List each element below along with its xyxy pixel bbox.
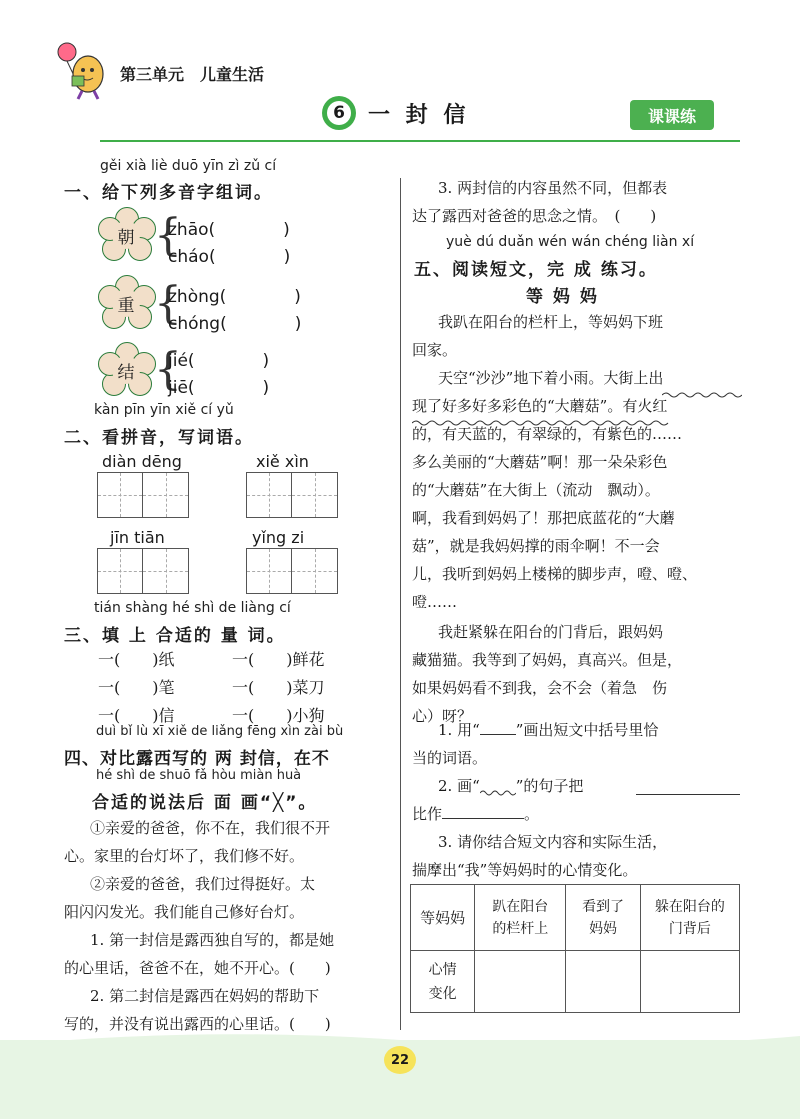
polyphone-option: jiē( ): [168, 378, 270, 398]
story-line: 的，有天蓝的，有翠绿的，有紫色的……: [412, 425, 683, 443]
story-line: 啊，我看到妈妈了！那把底蓝花的“大蘑: [412, 509, 675, 527]
story-line: 回家。: [412, 341, 458, 359]
story-line: 我趴在阳台的栏杆上，等妈妈下班: [438, 313, 664, 331]
writing-grid[interactable]: [246, 472, 338, 518]
brace: {: [154, 344, 182, 395]
measure-word-item: 一( )鲜花: [232, 650, 325, 669]
flower-icon: [98, 342, 154, 398]
story-line: 现了好多好多彩色的“大蘑菇”。有火红: [412, 397, 668, 415]
q2-text-c: 比作: [412, 805, 443, 823]
wavy-underline: [412, 412, 672, 431]
story-line: 藏猫猫。我等到了妈妈，真高兴。但是，: [412, 651, 683, 669]
brace: {: [154, 278, 182, 329]
col2-label: 看到了妈妈: [582, 898, 625, 937]
letter-line: 心。家里的台灯坏了，我们修不好。: [64, 847, 305, 865]
writing-grid[interactable]: [246, 548, 338, 594]
question-line: 当的词语。: [412, 749, 488, 767]
letter-line: ①亲爱的爸爸，你不在，我们很不开: [90, 819, 331, 837]
table-row-head: [411, 951, 475, 1013]
table-header-cell: [566, 885, 641, 951]
col1-label: 趴在阳台的栏杆上: [492, 898, 549, 937]
section4-pinyin2: hé shì de shuō fǎ hòu miàn huà: [96, 768, 302, 783]
page-number: 22: [390, 1052, 410, 1068]
answer-cell[interactable]: [566, 951, 641, 1013]
story-line: 儿，我听到妈妈上楼梯的脚步声，噔、噔、: [412, 565, 698, 583]
question-line: 1. 第一封信是露西独自写的，都是她: [90, 931, 335, 949]
story-line: 的“大蘑菇”在大街上（流动 飘动）。: [412, 481, 660, 499]
measure-word-item: 一( )纸: [98, 650, 175, 669]
question-line: 2. 第二封信是露西在妈妈的帮助下: [90, 987, 320, 1005]
q2-text-a: 2. 画“: [438, 777, 480, 795]
section1-title: 一、给下列多音字组词。: [64, 183, 273, 203]
story-line: 心）呀？: [412, 707, 473, 725]
wavy-line-mark: [480, 779, 516, 795]
section3-pinyin: tián shàng hé shì de liàng cí: [94, 600, 291, 616]
page-number-badge: [384, 1046, 416, 1074]
header-divider: [100, 140, 740, 142]
section3-title: 三、填 上 合适的 量 词。: [64, 626, 286, 646]
story-line: 如果妈妈看不到我，会不会（着急 伤: [412, 679, 668, 697]
flower-char: 结: [112, 356, 140, 384]
story-title: 等 妈 妈: [526, 287, 599, 307]
mascot-icon: [52, 40, 112, 102]
section4-title2: 合适的说法后 面 画“╳”。: [92, 793, 318, 813]
question-line: 的心里话，爸爸不在，她不开心。( ): [64, 959, 331, 977]
mood-table: [410, 884, 740, 1013]
polyphone-option: zhāo( ): [168, 220, 290, 240]
brace: {: [154, 210, 182, 261]
row2-label: 心情变化: [428, 961, 457, 1002]
col3-label: 躲在阳台的门背后: [654, 898, 725, 937]
section4-title1: 四、对比露西写的 两 封信，在不: [64, 749, 330, 769]
question-line: 3. 两封信的内容虽然不同，但都表: [438, 179, 668, 197]
pinyin-prompt: xiě xìn: [256, 452, 309, 471]
section2-pinyin: kàn pīn yīn xiě cí yǔ: [94, 402, 234, 418]
flower-icon: [98, 275, 154, 331]
measure-word-item: 一( )信: [98, 706, 175, 725]
story-line: 我赶紧躲在阳台的门背后，跟妈妈: [438, 623, 664, 641]
section5-pinyin: yuè dú duǎn wén wán chéng liàn xí: [446, 234, 695, 250]
question-line: [438, 772, 583, 800]
q1-text-b: ”画出短文中括号里恰: [515, 721, 659, 739]
story-line: 菇”，就是我妈妈撑的雨伞啊！不一会: [412, 537, 660, 555]
straight-line-mark: [480, 718, 516, 735]
writing-grid[interactable]: [97, 548, 189, 594]
section4-pinyin1: duì bǐ lù xī xiě de liǎng fēng xìn zài bù: [96, 724, 344, 739]
story-line: 噔……: [412, 593, 458, 611]
question-line: 3. 请你结合短文内容和实际生活，: [438, 833, 668, 851]
pinyin-prompt: yǐng zi: [252, 528, 305, 547]
letter-line: 阳闪闪发光。我们能自己修好台灯。: [64, 903, 305, 921]
pinyin-prompt: jīn tiān: [110, 528, 165, 547]
wavy-underline: [662, 384, 742, 403]
answer-blank[interactable]: [636, 794, 740, 795]
question-line: [412, 800, 539, 828]
flower-char: 重: [112, 289, 140, 317]
flower-icon: [98, 207, 154, 263]
writing-grid[interactable]: [97, 472, 189, 518]
measure-word-item: 一( )笔: [98, 678, 175, 697]
story-line: 多么美丽的“大蘑菇”啊！那一朵朵彩色: [412, 453, 668, 471]
q1-text-a: 1. 用“: [438, 721, 480, 739]
question-line: 写的，并没有说出露西的心里话。( ): [64, 1015, 331, 1033]
polyphone-option: zhòng( ): [168, 287, 301, 307]
polyphone-option: chóng( ): [168, 314, 302, 334]
unit-title: 第三单元 儿童生活: [120, 65, 265, 84]
flower-char: 朝: [112, 221, 140, 249]
question-line: 达了露西对爸爸的思念之情。 ( ): [412, 207, 657, 225]
measure-word-item: 一( )小狗: [232, 706, 325, 725]
measure-word-item: 一( )菜刀: [232, 678, 325, 697]
question-line: 揣摩出“我”等妈妈时的心情变化。: [412, 861, 638, 879]
lesson-number: 6: [327, 101, 351, 125]
polyphone-option: cháo( ): [168, 247, 291, 267]
answer-cell[interactable]: [640, 951, 739, 1013]
polyphone-option: jié( ): [168, 351, 270, 371]
section2-title: 二、看拼音，写词语。: [64, 428, 254, 448]
lesson-number-badge: [322, 96, 356, 130]
column-divider: [400, 178, 401, 1030]
badge-text: 课课练: [647, 107, 696, 126]
section1-pinyin: gěi xià liè duō yīn zì zǔ cí: [100, 158, 277, 174]
letter-line: ②亲爱的爸爸，我们过得挺好。太: [90, 875, 316, 893]
answer-blank[interactable]: [442, 800, 524, 819]
answer-cell[interactable]: [475, 951, 566, 1013]
table-header-cell: [640, 885, 739, 951]
q2-text-d: 。: [524, 805, 540, 823]
lesson-title: 一 封 信: [368, 103, 470, 128]
question-line: [438, 716, 658, 744]
table-header-cell: [475, 885, 566, 951]
pinyin-prompt: diàn dēng: [102, 452, 182, 471]
badge-kekelian: [630, 100, 714, 130]
section5-title: 五、阅读短文，完 成 练习。: [414, 260, 658, 280]
table-header-cell: 等妈妈: [411, 885, 475, 951]
story-line: 天空“沙沙”地下着小雨。大街上出: [438, 369, 664, 387]
q2-text-b: ”的句子把: [515, 777, 584, 795]
